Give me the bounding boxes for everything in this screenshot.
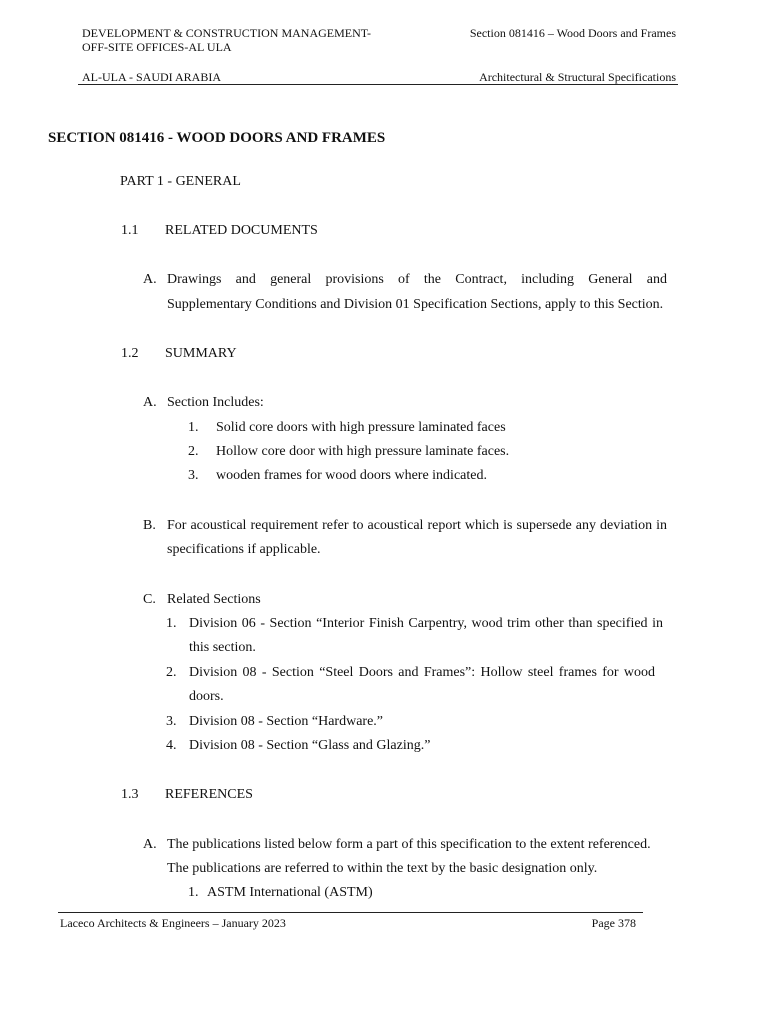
list-item-text-cont: this section.	[189, 640, 256, 655]
list-item-number: 1.	[188, 885, 199, 900]
para-1-1-a-line1: Drawings and general provisions of the Contract, including General and	[167, 272, 667, 287]
list-item-text: Division 08 - Section “Glass and Glazing.”	[189, 738, 431, 753]
list-item-text: Division 08 - Section “Hardware.”	[189, 714, 383, 729]
list-item-number: 2.	[166, 665, 177, 680]
header-spec-type: Architectural & Structural Specifications	[479, 70, 676, 84]
list-item-text: ASTM International (ASTM)	[207, 885, 373, 900]
header-org-line1: DEVELOPMENT & CONSTRUCTION MANAGEMENT-	[82, 26, 372, 40]
list-item-number: 1.	[188, 420, 199, 435]
header-rule	[78, 84, 678, 85]
para-1-2-c-text: Related Sections	[167, 592, 261, 607]
article-1-3-number: 1.3	[121, 787, 139, 802]
list-item-text: Hollow core door with high pressure laminate faces.	[216, 444, 510, 459]
list-item-text: wooden frames for wood doors where indicated.	[216, 468, 487, 483]
list-item-number: 2.	[188, 444, 199, 459]
para-1-2-b-marker: B.	[143, 518, 156, 533]
list-item-text: Solid core doors with high pressure laminated faces	[216, 420, 506, 435]
part-heading: PART 1 - GENERAL	[120, 174, 241, 189]
list-item-number: 1.	[166, 616, 177, 631]
para-1-2-b-line2: specifications if applicable.	[167, 542, 321, 557]
list-item-number: 4.	[166, 738, 177, 753]
footer-firm: Laceco Architects & Engineers – January 2023	[60, 916, 286, 930]
article-1-3-title: REFERENCES	[165, 787, 253, 802]
article-1-1-title: RELATED DOCUMENTS	[165, 223, 318, 238]
para-1-2-a-marker: A.	[143, 395, 157, 410]
list-item-number: 3.	[188, 468, 199, 483]
para-1-1-a-marker: A.	[143, 272, 157, 287]
footer-rule	[58, 912, 643, 913]
list-item-text: Division 06 - Section “Interior Finish Carpentry, wood trim other than specified in	[189, 616, 663, 631]
footer-page-number: Page 378	[591, 916, 636, 930]
header-location: AL-ULA - SAUDI ARABIA	[82, 70, 221, 84]
header-org-line2: OFF-SITE OFFICES-AL ULA	[82, 40, 232, 54]
para-1-2-a-text: Section Includes:	[167, 395, 264, 410]
article-1-2-title: SUMMARY	[165, 346, 237, 361]
article-1-2-number: 1.2	[121, 346, 139, 361]
para-1-2-b-line1: For acoustical requirement refer to acoustical report which is supersede any deviation in	[167, 518, 667, 533]
para-1-3-a-line2: The publications are referred to within the text by the basic designation only.	[167, 861, 598, 876]
article-1-1-number: 1.1	[121, 223, 139, 238]
list-item-text: Division 08 - Section “Steel Doors and Frames”: Hollow steel frames for wood	[189, 665, 655, 680]
list-item-text-cont: doors.	[189, 689, 224, 704]
section-title: SECTION 081416 - WOOD DOORS AND FRAMES	[48, 130, 386, 146]
para-1-3-a-line1: The publications listed below form a part of this specification to the extent referenced.	[167, 837, 651, 852]
header-section-ref: Section 081416 – Wood Doors and Frames	[469, 26, 676, 40]
para-1-1-a-line2: Supplementary Conditions and Division 01 Specification Sections, apply to this Section.	[167, 297, 664, 312]
list-item-number: 3.	[166, 714, 177, 729]
para-1-3-a-marker: A.	[143, 837, 157, 852]
para-1-2-c-marker: C.	[143, 592, 156, 607]
